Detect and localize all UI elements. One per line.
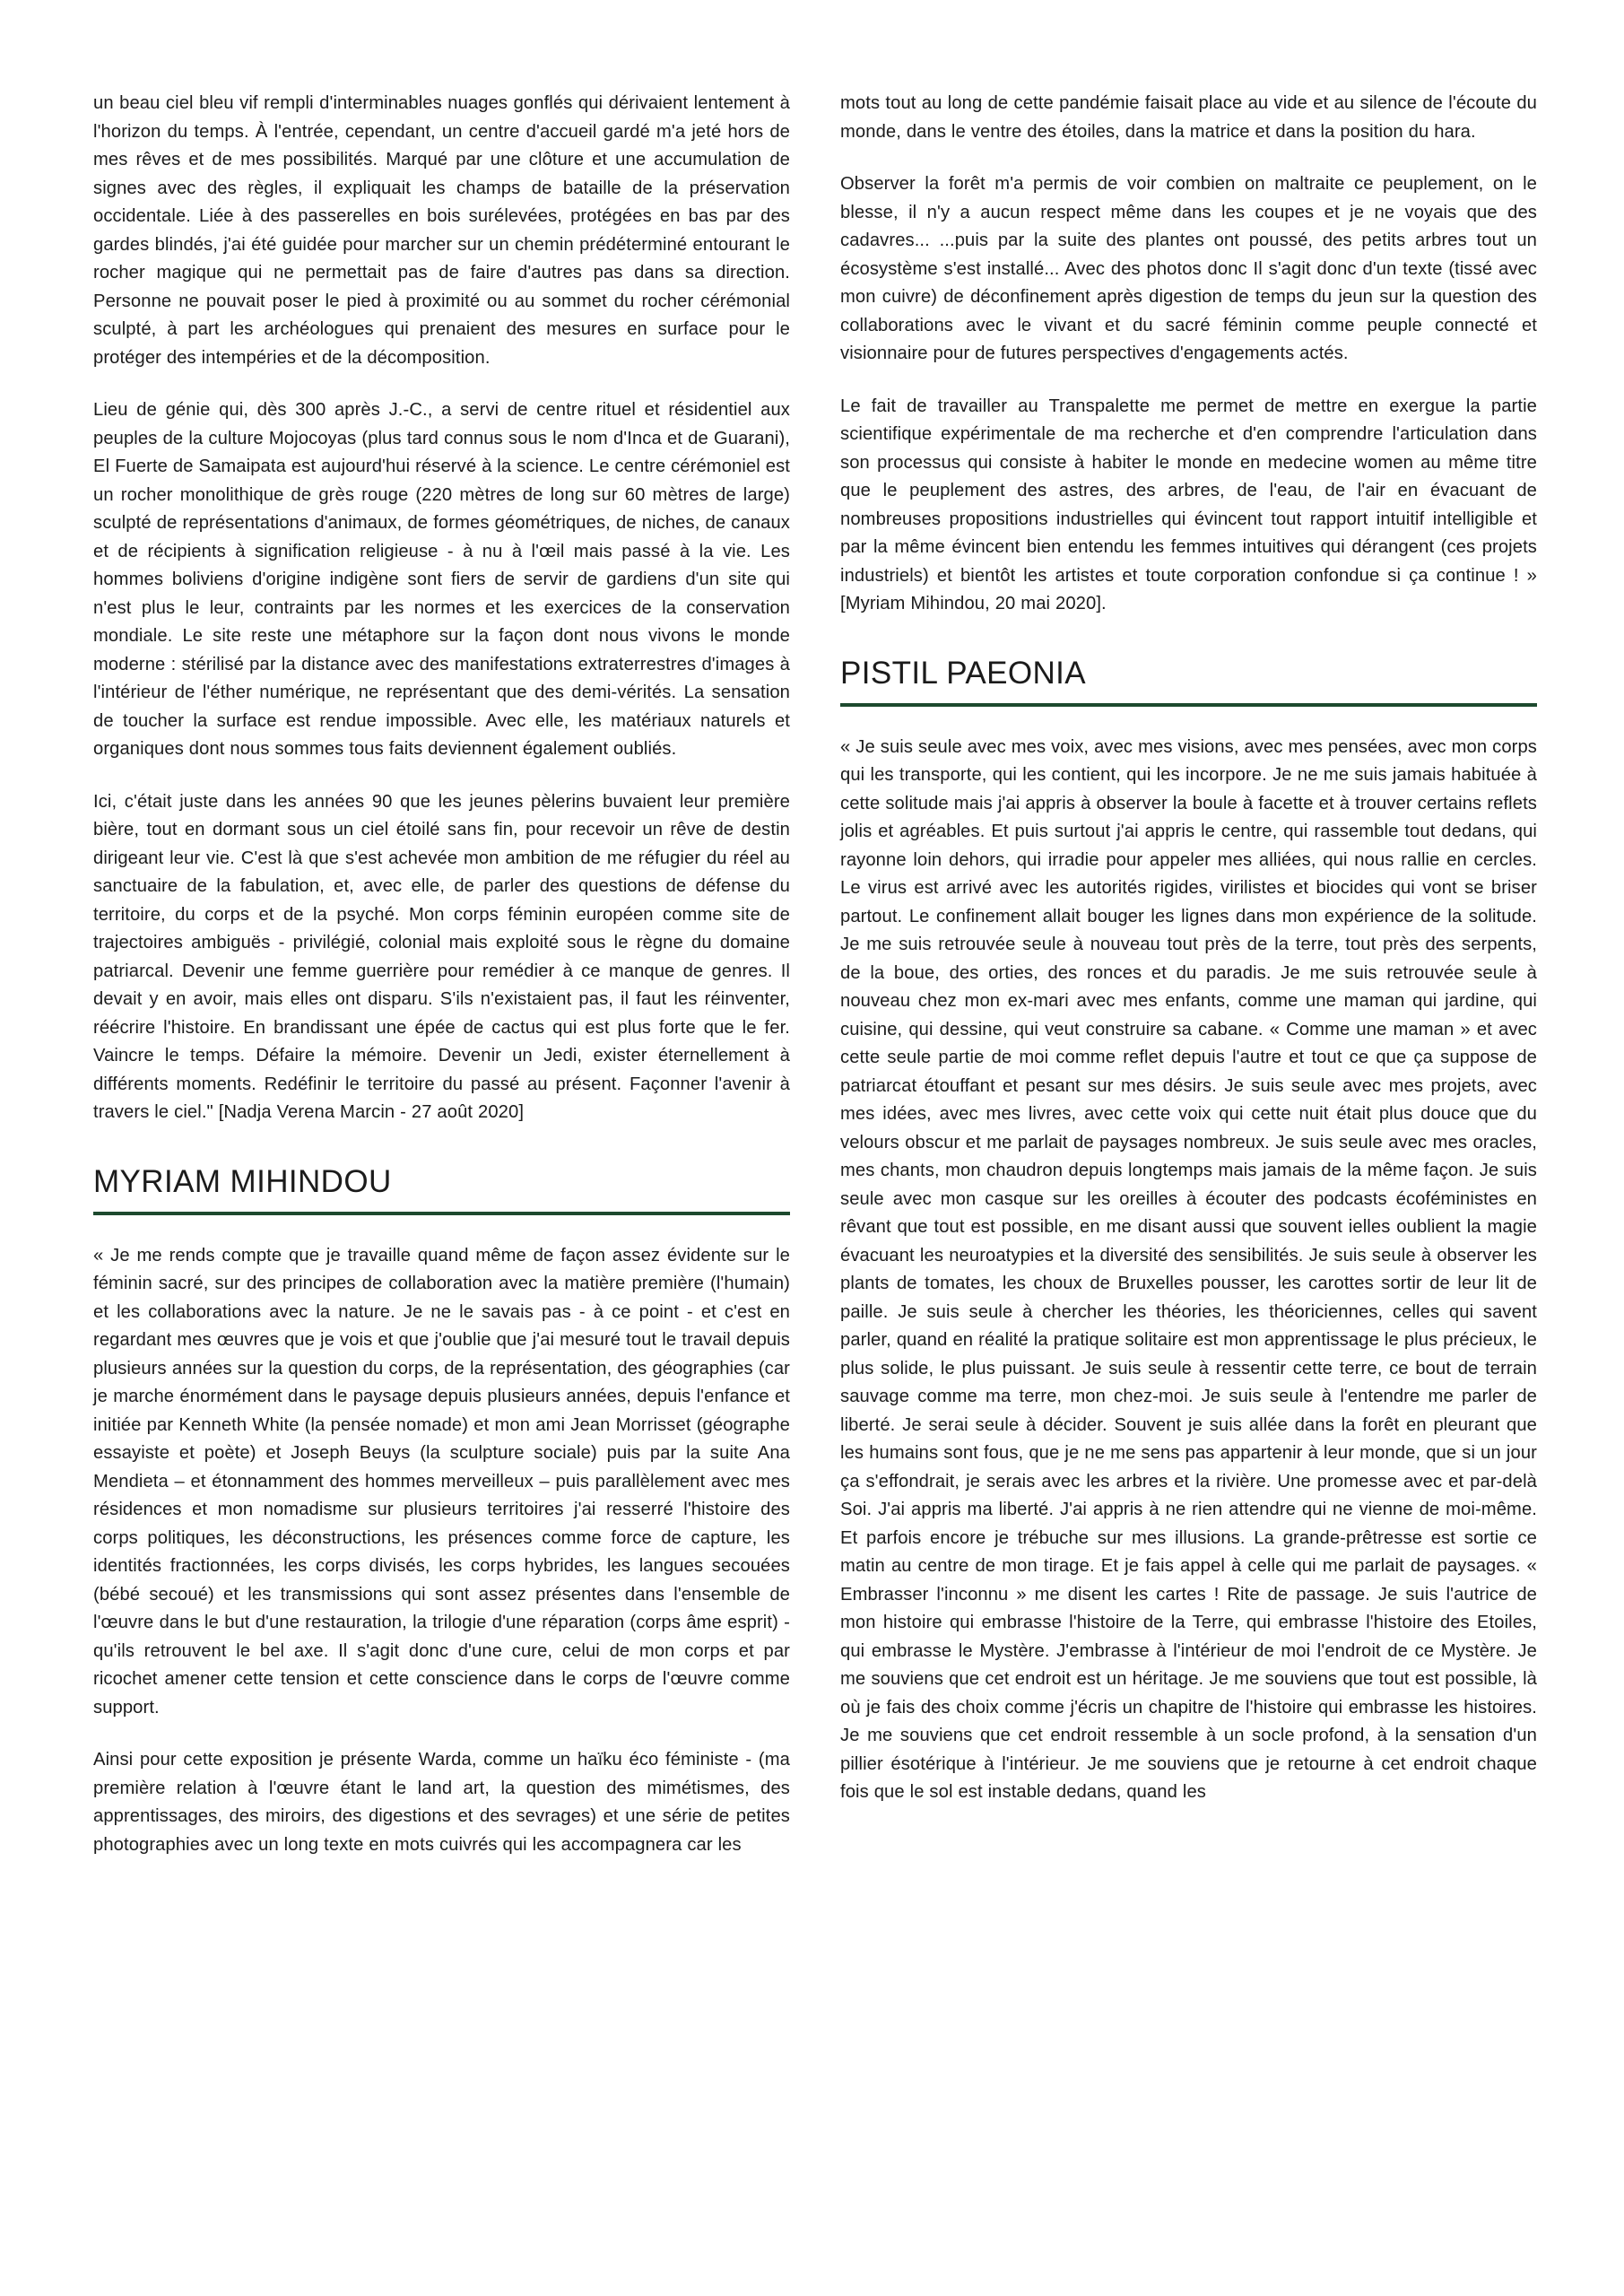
section-title: PISTIL PAEONIA: [840, 655, 1087, 691]
paragraph: un beau ciel bleu vif rempli d'interminables nuages gonflés qui dérivaient lentement à l'horizon du temps. À l'entrée, cependant, un centre d'accueil gardé m'a jeté hors de mes rêves et de mes possibilités. Marqué par une clôture et une accumulation de signes avec des règles, il expliquait les champs de bataille de la préservation occidentale. Liée à des passerelles en bois surélevées, protégées en bas par des gardes blindés, j'ai été guidée pour marcher sur un chemin prédéterminé entourant le rocher magique qui ne permettait pas de faire d'autres pas dans sa direction. Personne ne pouvait poser le pied à proximité ou au sommet du rocher cérémonial sculpté, à part les archéologues qui prenaient des mesures en surface pour le protéger des intempéries et de la décomposition.: [93, 93, 790, 368]
paragraph: Ainsi pour cette exposition je présente Warda, comme un haïku éco féministe - (ma première relation à l'œuvre étant le land art, la question des mimétismes, des apprentissages, des miroirs, des digestions et des sevrages) et une série de petites photographies avec un long texte en mots cuivrés qui les accompagnera car les: [93, 1750, 790, 1855]
section-heading-pistil-paeonia: [840, 655, 1537, 707]
heading-rule: [93, 1212, 790, 1215]
left-column: [93, 90, 790, 1859]
paragraph: « Je me rends compte que je travaille quand même de façon assez évidente sur le féminin sacré, sur des principes de collaboration avec la matière première (l'humain) et les collaborations avec la nature. Je ne le savais pas - à ce point - et c'est en regardant mes œuvres que je vois et que j'oublie que j'ai mesuré tout le travail depuis plusieurs années sur la question du corps, de la représentation, des géographies (car je marche énormément dans le paysage depuis plusieurs années, depuis l'enfance et initiée par Kenneth White (la pensée nomade) et mon ami Jean Morrisset (géographe essayiste et poète) et Joseph Beuys (la sculpture sociale) puis par la suite Ana Mendieta – et étonnamment des hommes merveilleux – puis parallèlement avec mes résidences et mon nomadisme sur plusieurs territoires j'ai resserré l'histoire des corps politiques, les déconstructions, les présences comme force de capture, les identités fractionnées, les corps divisés, les corps hybrides, les langues secouées (bébé secoué) et les transmissions qui sont assez présentes dans l'ensemble de l'œuvre dans le but d'une restauration, la trilogie d'une réparation (corps âme esprit) - qu'ils retrouvent le bel axe. Il s'agit donc d'une cure, celui de mon corps et par ricochet amener cette tension et cette conscience dans le corps de l'œuvre comme support.: [93, 1245, 790, 1718]
two-column-layout: [93, 90, 1537, 1859]
section-title: MYRIAM MIHINDOU: [93, 1163, 392, 1199]
paragraph: Observer la forêt m'a permis de voir combien on maltraite ce peuplement, on le blesse, il n'y a aucun respect même dans les coupes et je ne voyais que des cadavres... ...puis par la suite des plantes ont poussé, des petits arbres tout un écosystème s'est installé... Avec des photos donc Il s'agit donc d'un texte (tissé avec mon cuivre) de déconfinement après digestion de temps du jeun sur la question des collaborations avec le vivant et du sacré féminin comme peuple connecté et visionnaire pour de futures perspectives d'engagements actés.: [840, 174, 1537, 363]
paragraph: « Je suis seule avec mes voix, avec mes visions, avec mes pensées, avec mon corps qui les transporte, qui les contient, qui les incorpore. Je ne me suis jamais habituée à cette solitude mais j'ai appris à observer la boule à facette et à trouver certains reflets jolis et agréables. Et puis surtout j'ai appris le centre, qui rassemble tout dedans, qui rayonne loin dehors, qui irradie pour appeler mes alliées, qui nous rallie en cercles. Le virus est arrivé avec les autorités rigides, virilistes et biocides qui vont se briser partout. Le confinement allait bouger les lignes dans mon expérience de la solitude. Je me suis retrouvée seule à nouveau tout près de la terre, tout près des serpents, de la boue, des orties, des ronces et du paradis. Je me suis retrouvée seule à nouveau chez mon ex-mari avec mes enfants, comme une maman qui jardine, qui cuisine, qui dessine, qui veut construire sa cabane. « Comme une maman » et avec cette seule partie de moi comme reflet depuis l'autre et tout ce que ça suppose de patriarcat étouffant et pesant sur mes désirs. Je suis seule avec mes projets, avec mes idées, avec mes livres, avec cette voix qui cette nuit était plus douce que du velours obscur et me parlait de paysages nombreux. Je suis seule avec mes oracles, mes chants, mon chaudron depuis longtemps mais jamais de la même façon. Je suis seule avec mon casque sur les oreilles à écouter des podcasts écoféministes en rêvant que tout est possible, en me disant aussi que souvent ielles oublient la magie évacuant les neuroatypies et la diversité des sensibilités. Je suis seule à observer les plants de tomates, les choux de Bruxelles pousser, les carottes sortir de leur lit de paille. Je suis seule à chercher les théories, les théoriciennes, celles qui savent parler, quand en réalité la pratique solitaire est mon apprentissage le plus précieux, le plus solide, le plus puissant. Je suis seule à ressentir cette terre, ce bout de terrain sauvage comme ma terre, mon chez-moi. Je suis seule à l'entendre me parler de liberté. Je serai seule à décider. Souvent je suis allée dans la forêt en pleurant que les humains sont fous, que je ne me sens pas appartenir à leur monde, que si un jour ça s'effondrait, je serais avec les arbres et la rivière. Une promesse avec et par-delà Soi. J'ai appris ma liberté. J'ai appris à ne rien attendre qui ne vienne de moi-même. Et parfois encore je trébuche sur mes illusions. La grande-prêtresse est sortie ce matin au centre de mon tirage. Et je fais appel à celle qui me parlait de paysages. « Embrasser l'inconnu » me disent les cartes ! Rite de passage. Je suis l'autrice de mon histoire qui embrasse l'histoire de la Terre, qui embrasse l'histoire des Etoiles, qui embrasse le Mystère. J'embrasse à l'intérieur de moi l'endroit de ce Mystère. Je me souviens que cet endroit est un héritage. Je me souviens que tout est possible, là où je fais des choix comme j'écris un chapitre de l'histoire qui embrasse les histoires. Je me souviens que cet endroit ressemble à un socle profond, à la sensation d'un pillier ésotérique à l'intérieur. Je me souviens que je retourne à cet endroit chaque fois que le sol est instable dedans, quand les: [840, 736, 1537, 1802]
paragraph: Le fait de travailler au Transpalette me permet de mettre en exergue la partie scientifique expérimentale de ma recherche et d'en comprendre l'articulation dans son processus qui consiste à habiter le monde en medecine women au même titre que le peuplement des astres, des arbres, de l'eau, de l'air en évacuant de nombreuses propositions industrielles qui évincent tout rapport intuitif intelligible et par la même évincent bien entendu les femmes intuitives qui dérangent (ces projets industriels) et bientôt les artistes et toute corporation confondue si ça continue ! » [Myriam Mihindou, 20 mai 2020].: [840, 396, 1537, 613]
paragraph: Ici, c'était juste dans les années 90 que les jeunes pèlerins buvaient leur première bière, tout en dormant sous un ciel étoilé sans fin, pour recevoir un rêve de destin dirigeant leur vie. C'est là que s'est achevée mon ambition de me réfugier du réel au sanctuaire de la fabulation, et, avec elle, de parler des questions de défense du territoire, du corps et de la psyché. Mon corps féminin européen comme site de trajectoires ambiguës - privilégié, colonial mais exploité sous le règne du domaine patriarcal. Devenir une femme guerrière pour remédier à ce manque de genres. Il devait y en avoir, mais elles ont disparu. S'ils n'existaient pas, il faut les réinventer, réécrire l'histoire. En brandissant une épée de cactus qui est plus forte que le fer. Vaincre le temps. Défaire la mémoire. Devenir un Jedi, exister éternellement à différents moments. Redéfinir le territoire du passé au présent. Façonner l'avenir à travers le ciel." [Nadja Verena Marcin - 27 août 2020]: [93, 791, 790, 1122]
paragraph: Lieu de génie qui, dès 300 après J.-C., a servi de centre rituel et résidentiel aux peuples de la culture Mojocoyas (plus tard connus sous le nom d'Inca et de Guarani), El Fuerte de Samaipata est aujourd'hui réservé à la science. Le centre cérémoniel est un rocher monolithique de grès rouge (220 mètres de long sur 60 mètres de large) sculpté de représentations d'animaux, de formes géométriques, de niches, de canaux et de récipients à signification religieuse - à nu à l'œil mais passé à la vie. Les hommes boliviens d'origine indigène sont fiers de servir de gardiens d'un site qui n'est plus le leur, contraints par les normes et les exercices de la conservation mondiale. Le site reste une métaphore sur la façon dont nous vivons le monde moderne : stérilisé par la distance avec des manifestations extraterrestres d'images à l'intérieur de l'éther numérique, ne représentant que des demi-vérités. La sensation de toucher la surface est rendue impossible. Avec elle, les matériaux naturels et organiques dont nous sommes tous faits deviennent également oubliés.: [93, 400, 790, 759]
section-heading-myriam-mihindou: [93, 1163, 790, 1215]
paragraph: mots tout au long de cette pandémie faisait place au vide et au silence de l'écoute du monde, dans le ventre des étoiles, dans la matrice et dans la position du hara.: [840, 93, 1537, 142]
heading-rule: [840, 703, 1537, 707]
right-column: [840, 90, 1537, 1859]
